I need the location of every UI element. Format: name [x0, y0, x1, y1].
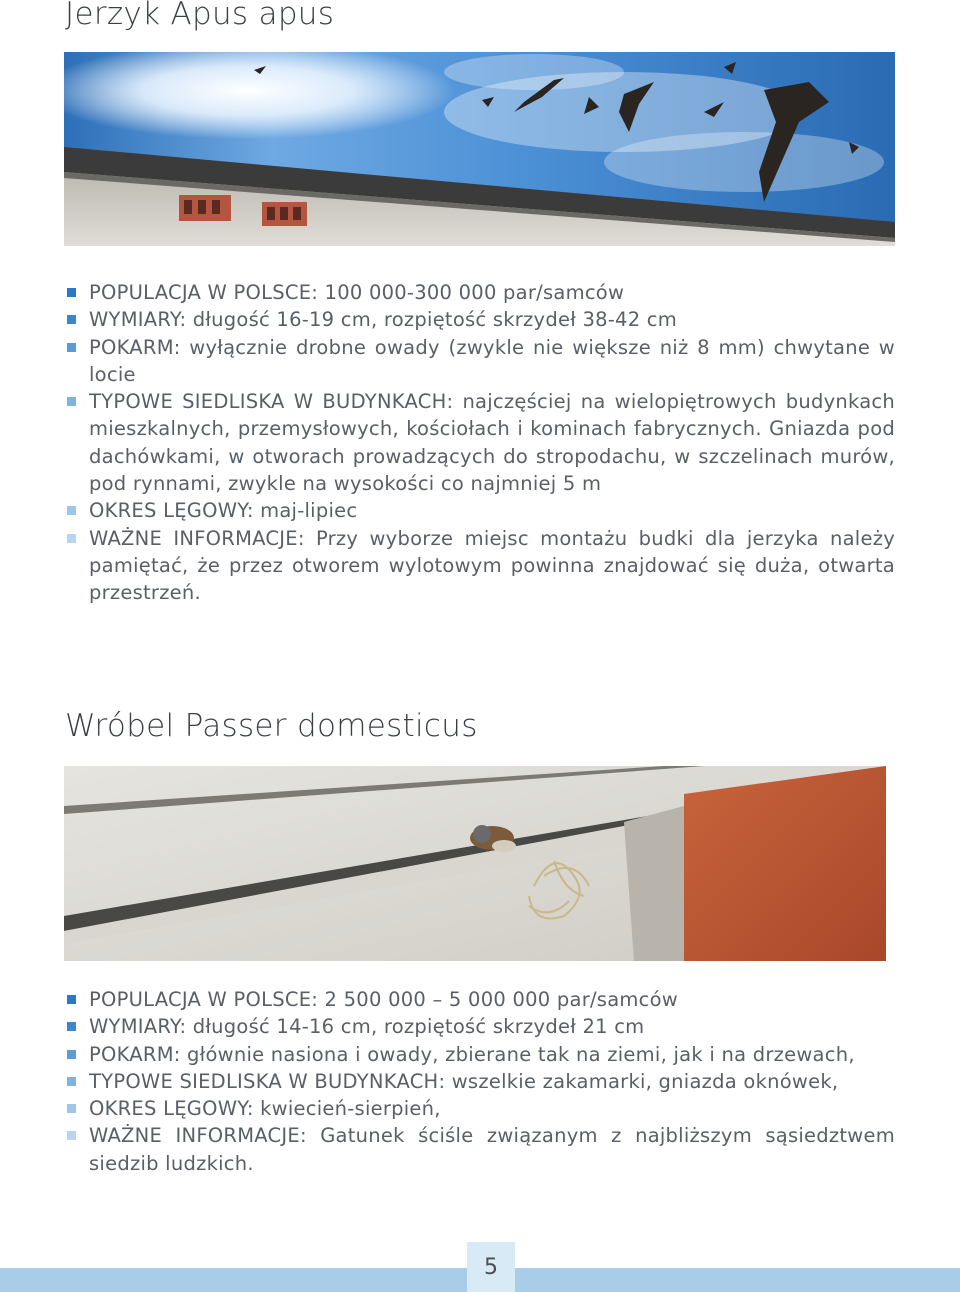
list-item: OKRES LĘGOWY: maj-lipiec [65, 497, 895, 524]
list-item: TYPOWE SIEDLISKA W BUDYNKACH: wszelkie zakamarki, gniazda oknówek, [65, 1068, 895, 1095]
sparrow-facts-list [65, 986, 895, 1177]
swift-facts-list [65, 279, 895, 607]
swift-photo [64, 52, 895, 246]
list-item: OKRES LĘGOWY: kwiecień-sierpień, [65, 1095, 895, 1122]
list-item: WYMIARY: długość 14-16 cm, rozpiętość skrzydeł 21 cm [65, 1013, 895, 1040]
list-item: POPULACJA W POLSCE: 2 500 000 – 5 000 000 par/samców [65, 986, 895, 1013]
list-item: POPULACJA W POLSCE: 100 000-300 000 par/samców [65, 279, 895, 306]
section-title-sparrow: Wróbel Passer domesticus [65, 708, 478, 744]
list-item: POKARM: wyłącznie drobne owady (zwykle nie większe niż 8 mm) chwytane w locie [65, 334, 895, 389]
list-item: WAŻNE INFORMACJE: Przy wyborze miejsc montażu budki dla jerzyka należy pamiętać, że przez otworem wylotowym powinna znajdować się duża, otwarta przestrzeń. [65, 525, 895, 607]
section-title-swift: Jerzyk Apus apus [65, 0, 335, 32]
page-number: 5 [467, 1242, 515, 1292]
list-item: POKARM: głównie nasiona i owady, zbierane tak na ziemi, jak i na drzewach, [65, 1041, 895, 1068]
list-item: TYPOWE SIEDLISKA W BUDYNKACH: najczęściej na wielopiętrowych budynkach mieszkalnych, przemysłowych, kościołach i kominach fabrycznych. Gniazda pod dachówkami, w otworach prowadzących do stropodachu, w szczelinach murów, pod rynnami, zwykle na wysokości co najmniej 5 m [65, 388, 895, 497]
list-item: WAŻNE INFORMACJE: Gatunek ściśle związanym z najbliższym sąsiedztwem siedzib ludzkich. [65, 1122, 895, 1177]
sparrow-photo [64, 766, 886, 961]
list-item: WYMIARY: długość 16-19 cm, rozpiętość skrzydeł 38-42 cm [65, 306, 895, 333]
